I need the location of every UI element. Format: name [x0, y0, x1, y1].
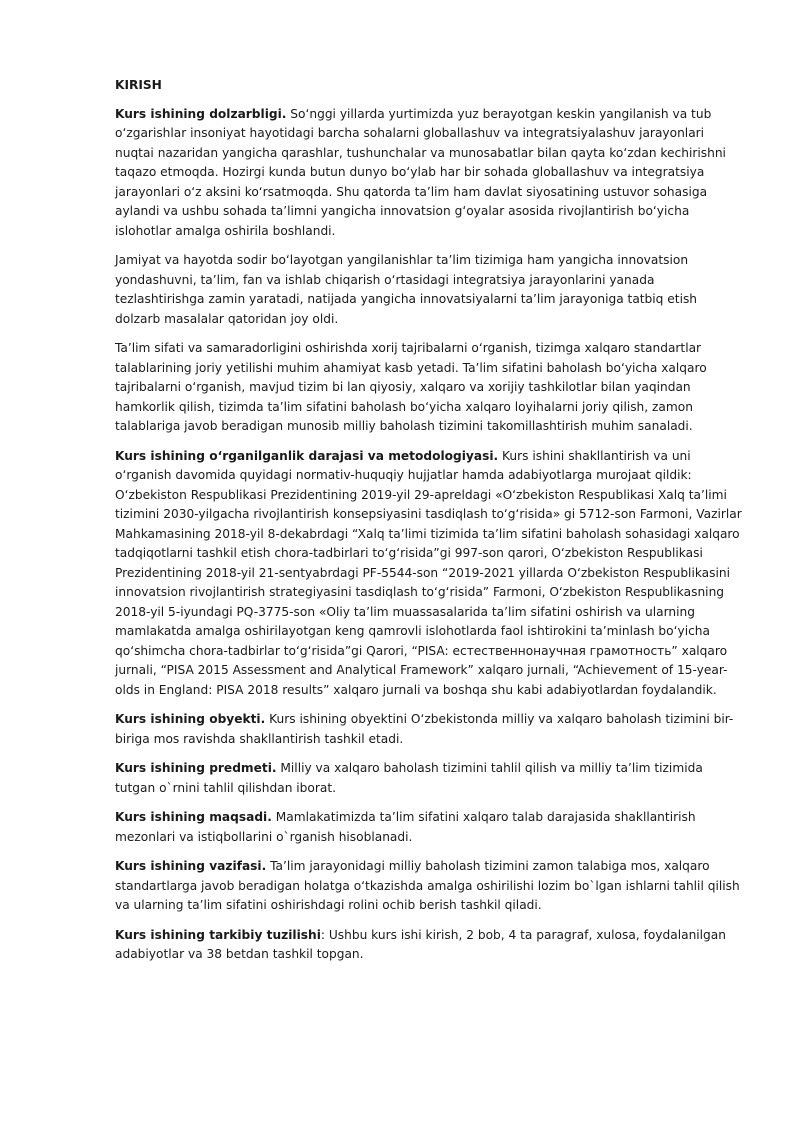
paragraph-lead: Kurs ishining o‘rganilganlik darajasi va metodologiyasi.: [115, 448, 499, 463]
paragraph-lead: Kurs ishining tarkibiy tuzilishi: [115, 927, 321, 942]
paragraph-body: Kurs ishining obyektini O‘zbekistonda milliy va xalqaro baholash tizimini bir-biriga mos ravishda shakllantirish tashkil etadi.: [115, 712, 734, 746]
paragraph-methodology: [115, 447, 746, 701]
paragraph-lead: Kurs ishining vazifasi.: [115, 859, 267, 873]
paragraph-body: Jamiyat va hayotda sodir bo‘layotgan yangilanishlar ta’lim tizimiga ham yangicha innovatsion yondashuvni, ta’lim, fan va ishlab chiqarish o‘rtasidagi integratsiya jarayonlarini yanada tezlashtirishga zamin yaratadi, natijada yangicha innovatsiyalarni ta’lim jarayoniga tatbiq etish dolzarb masalalar qatoridan joy oldi.: [115, 253, 698, 326]
paragraph-goal: [115, 808, 746, 847]
paragraph-task: [115, 857, 746, 916]
paragraph-structure: [115, 926, 746, 965]
paragraph-innovation: [115, 251, 746, 329]
paragraph-lead: Kurs ishining maqsadi.: [115, 810, 272, 824]
paragraph-lead: Kurs ishining dolzarbligi.: [115, 106, 287, 121]
paragraph-quality: [115, 339, 746, 437]
paragraph-object: [115, 710, 746, 749]
section-heading: KIRISH: [115, 78, 162, 92]
paragraph-lead: Kurs ishining predmeti.: [115, 761, 277, 775]
paragraph-body: Milliy va xalqaro baholash tizimini tahlil qilish va milliy ta’lim tizimida tutgan o`rnini tahlil qilishdan iborat.: [115, 761, 703, 795]
paragraph-body: Mamlakatimizda ta’lim sifatini xalqaro talab darajasida shakllantirish mezonlari va istiqbollarini o`rganish hisoblanadi.: [115, 810, 696, 844]
paragraph-body: So‘nggi yillarda yurtimizda yuz berayotgan keskin yangilanish va tub o‘zgarishlar insoniyat hayotidagi barcha sohalarni globallashuv va integratsiyalashuv jarayonlari nuqtai nazaridan yangicha qarashlar, tushunchalar va munosabatlar bilan qayta ko‘zdan kechirishni taqazo etmoqda. Hozirgi kunda butun dunyo bo‘ylab har bir sohada globallashuv va integratsiya jarayonlari o‘z aksini ko‘rsatmoqda. Shu qatorda ta’lim ham davlat siyosatining ustuvor sohasiga aylandi va ushbu sohada ta’limni yangicha innovatsion g‘oyalar asosida rivojlantirish bo‘yicha islohotlar amalga oshirila boshlandi.: [115, 106, 726, 238]
paragraph-body: : Ushbu kurs ishi kirish, 2 bob, 4 ta paragraf, xulosa, foydalanilgan adabiyotlar va 38 betdan tashkil topgan.: [115, 927, 726, 961]
paragraph-subject: [115, 759, 746, 798]
paragraph-body: Ta’lim sifati va samaradorligini oshirishda xorij tajribalarni o‘rganish, tizimga xalqaro standartlar talablarining joriy yetilishi muhim ahamiyat kasb yetadi. Ta’lim sifatini baholash bo‘yicha xalqaro tajribalarni o‘rganish, mavjud tizim bi lan qiyosiy, xalqaro va xorijiy tashkilotlar bilan yaqindan hamkorlik qilish, tizimda ta’lim sifatini baholash bo‘yicha xalqaro loyihalarni joriy qilish, zamon talablariga javob beradigan munosib milliy baholash tizimini takomillashtirish muhim sanaladi.: [115, 341, 707, 433]
paragraph-body: Ta’lim jarayonidagi milliy baholash tizimini zamon talabiga mos, xalqaro standartlarga javob beradigan holatga o‘tkazishda amalga oshirilishi lozim bo`lgan ishlarni tahlil qilish va ularning ta’lim sifatini oshirishdagi rolini ochib berish tashkil qiladi.: [115, 859, 740, 912]
paragraph-relevance: [115, 105, 746, 242]
paragraph-body: Kurs ishini shakllantirish va uni o‘rganish davomida quyidagi normativ-huquqiy hujjatlar hamda adabiyotlarga murojaat qildik: O‘zbekiston Respublikasi Prezidentining 2019-yil 29-apreldagi «O‘zbekiston Respublikasi Xalq ta’limi tizimini 2030-yilgacha rivojlantirish konsepsiyasini tasdiqlash to‘g‘risida» gi 5712-son Farmoni, Vazirlar Mahkamasining 2018-yil 8-dekabrdagi “Xalq ta’limi tizimida ta’lim sifatini baholash sohasidagi xalqaro tadqiqotlarni tashkil etish chora-tadbirlari to‘g‘risida”gi 997-son qarori, O‘zbekiston Respublikasi Prezidentining 2018-yil 21-sentyabrdagi PF-5544-son “2019-2021 yillarda O‘zbekiston Respublikasini innovatsion rivojlantirish strategiyasini tasdiqlash to‘g‘risida” Farmoni, O‘zbekiston Respublikasning 2018-yil 5-iyundagi PQ-3775-son «Oliy ta’lim muassasalarida ta’lim sifatini oshirish va ularning mamlakatda amalga oshirilayotgan keng qamrovli islohotlarda faol ishtirokini ta’minlash bo‘yicha qo‘shimcha chora-tadbirlar to‘g‘risida”gi Qarori, “PISA: естественнонаучная грамотность” xalqaro jurnali, “PISA 2015 Assessment and Analytical Framework” xalqaro jurnali, “Achievement of 15-year-olds in England: PISA 2018 results” xalqaro jurnali va boshqa shu kabi adabiyotlardan foydalandik.: [115, 448, 742, 697]
paragraph-lead: Kurs ishining obyekti.: [115, 712, 266, 726]
